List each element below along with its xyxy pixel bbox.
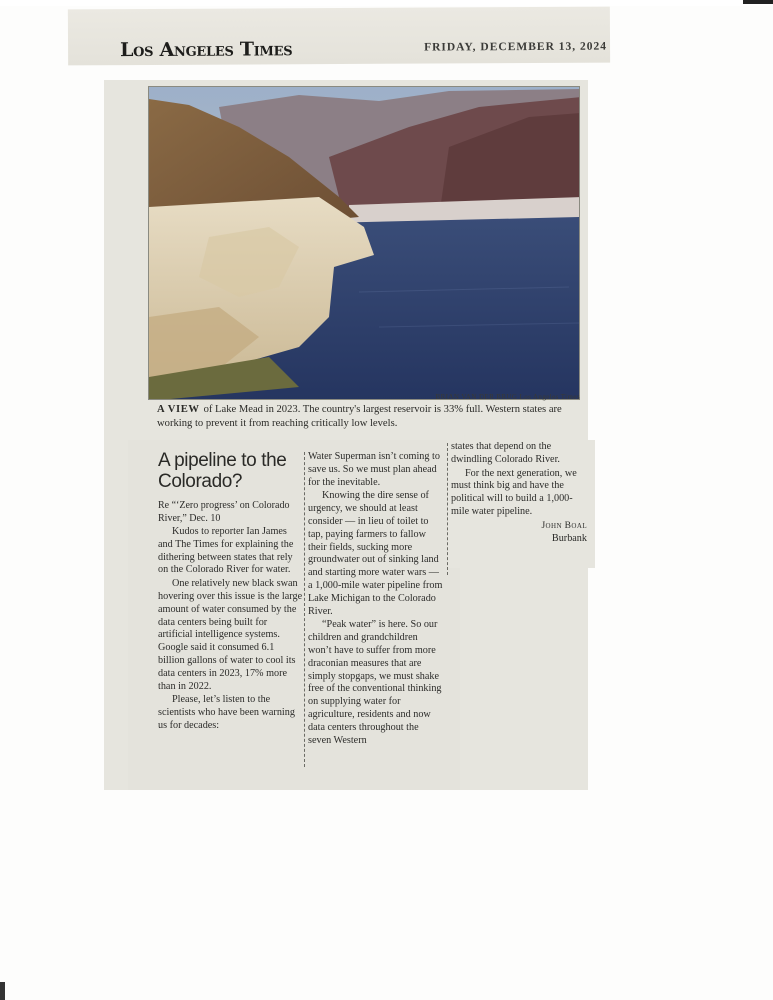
photo-credit	[400, 393, 580, 401]
caption-lead: A VIEW	[157, 404, 200, 415]
letter-paragraph: “Peak water” is here. So our children and grandchildren won’t have to suffer from more draconian measures that are simply stopgaps, we must shake free of the conventional thinking on supplying water for agriculture, residents and now data centers throughout the seven Western	[308, 619, 442, 746]
letter-author: John Boal	[541, 520, 587, 531]
letter-reference: Re “‘Zero progress’ on Colorado River,” Dec. 10	[158, 500, 290, 524]
scan-registration-mark-left	[0, 982, 5, 1000]
letter-author-location: Burbank	[551, 532, 587, 544]
photographer-name: BRIAN VAN DER BRUG	[435, 393, 518, 401]
letter-paragraph: Please, let’s listen to the scientists who have been warning us for decades:	[158, 694, 295, 731]
photo-credit-outlet: Los Angeles Times	[519, 393, 580, 401]
scan-border	[0, 0, 773, 6]
scan-registration-mark	[743, 0, 773, 4]
publication-date: FRIDAY, DECEMBER 13, 2024	[424, 40, 608, 54]
lake-mead-photo	[148, 86, 580, 400]
letter-column-2	[308, 451, 443, 748]
letter-headline: A pipeline to the Colorado?	[158, 450, 287, 492]
letter-paragraph: Water Superman isn’t coming to save us. So we must plan ahead for the inevitable.	[308, 451, 440, 488]
letter-column-3	[451, 441, 587, 545]
column-divider	[304, 452, 305, 767]
photo-caption	[157, 403, 583, 430]
masthead-clipping	[68, 7, 610, 66]
letter-paragraph: Knowing the dire sense of urgency, we should at least consider — in lieu of toilet to tap, paying farmers to fallow their fields, sucking more groundwater out of sinking land and starting more water wars — a 1,000-mile water pipeline from Lake Michigan to the Colorado River.	[308, 490, 443, 617]
letter-paragraph: One relatively new black swan hovering over this issue is the large amount of water consumed by the data centers being built for artificial intelligence systems. Google said it consumed 6.1 billion gallons of water to cool its data centers in 2023, 17% more than in 2022.	[158, 578, 303, 692]
caption-text: of Lake Mead in 2023. The country's largest reservoir is 33% full. Western states are working to prevent it from reaching critically low levels.	[157, 404, 562, 429]
letter-paragraph: For the next generation, we must think big and have the political will to build a 1,000-mile water pipeline.	[451, 467, 577, 517]
letter-paragraph: states that depend on the dwindling Colorado River.	[451, 441, 560, 465]
newspaper-logo: Los Angeles Times	[120, 38, 293, 62]
letter-column-1	[158, 450, 303, 734]
column-divider	[447, 443, 448, 575]
letter-paragraph: Kudos to reporter Ian James and The Times for explaining the dithering between states that rely on the Colorado River for water.	[158, 526, 294, 576]
